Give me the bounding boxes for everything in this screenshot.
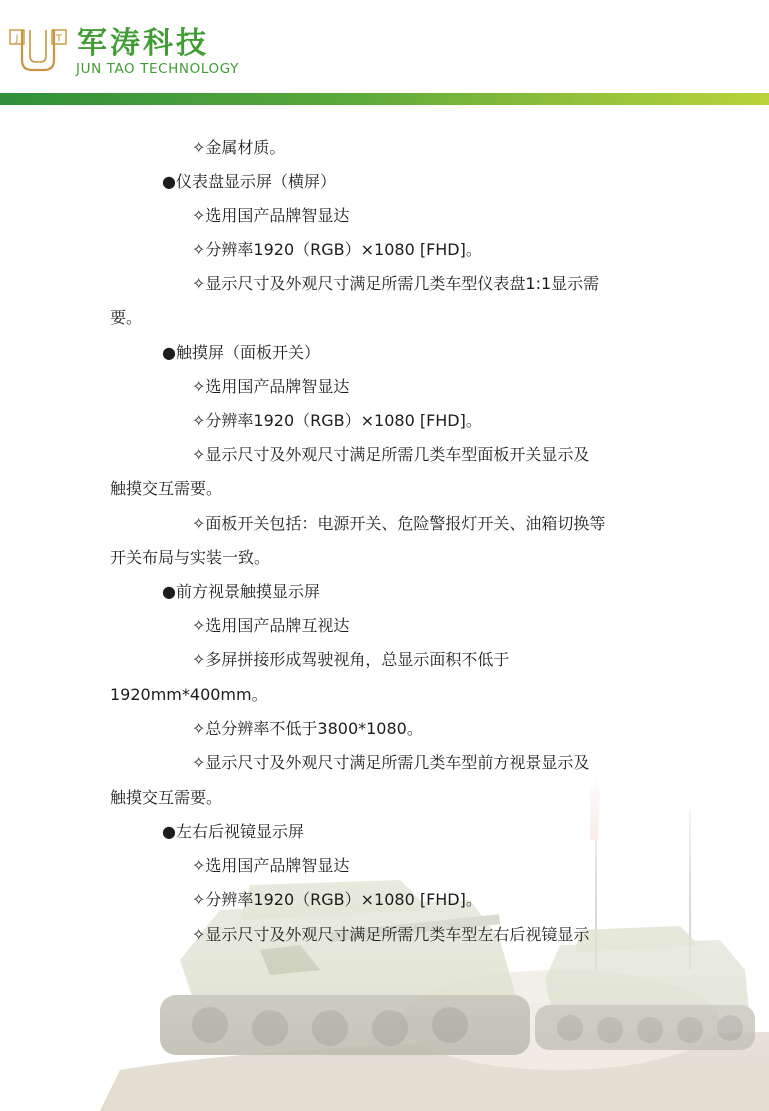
section-heading: ●触摸屏（面板开关） [162,343,320,362]
text-line: ✧显示尺寸及外观尺寸满足所需几类车型仪表盘1:1显示需 [192,274,600,293]
section-heading: ●左右后视镜显示屏 [162,822,304,841]
section-heading: ●仪表盘显示屏（横屏） [162,172,336,191]
text-line: ✧总分辨率不低于3800*1080。 [192,719,423,738]
text-line: ✧分辨率1920（RGB）×1080 [FHD]。 [192,240,482,259]
text-line: ✧分辨率1920（RGB）×1080 [FHD]。 [192,890,482,909]
logo-letter-j: J [15,33,19,45]
text-line: 触摸交互需要。 [110,788,223,807]
text-line: 要。 [110,308,143,327]
text-line: ✧选用国产品牌智显达 [192,377,350,396]
company-name-cn: 军涛科技 [77,26,209,61]
text-line: 开关布局与实装一致。 [110,548,271,567]
text-line: 1920mm*400mm。 [110,685,268,704]
text-line: ✧分辨率1920（RGB）×1080 [FHD]。 [192,411,482,430]
text-line: 触摸交互需要。 [110,479,223,498]
section-heading: ●前方视景触摸显示屏 [162,582,320,601]
text-line: ✧选用国产品牌互视达 [192,616,350,635]
text-line: ✧面板开关包括：电源开关、危险警报灯开关、油箱切换等 [192,514,606,533]
logo-letter-t: T [55,33,63,45]
text-line: ✧选用国产品牌智显达 [192,856,350,875]
text-line: ✧显示尺寸及外观尺寸满足所需几类车型前方视景显示及 [192,753,590,772]
company-name-en: JUN TAO TECHNOLOGY [76,61,239,77]
text-line: ✧选用国产品牌智显达 [192,206,350,225]
text-line: ✧金属材质。 [192,138,286,157]
text-line: ✧显示尺寸及外观尺寸满足所需几类车型左右后视镜显示 [192,925,590,944]
text-line: ✧多屏拼接形成驾驶视角，总显示面积不低于 [192,650,510,669]
text-line: ✧显示尺寸及外观尺寸满足所需几类车型面板开关显示及 [192,445,590,464]
